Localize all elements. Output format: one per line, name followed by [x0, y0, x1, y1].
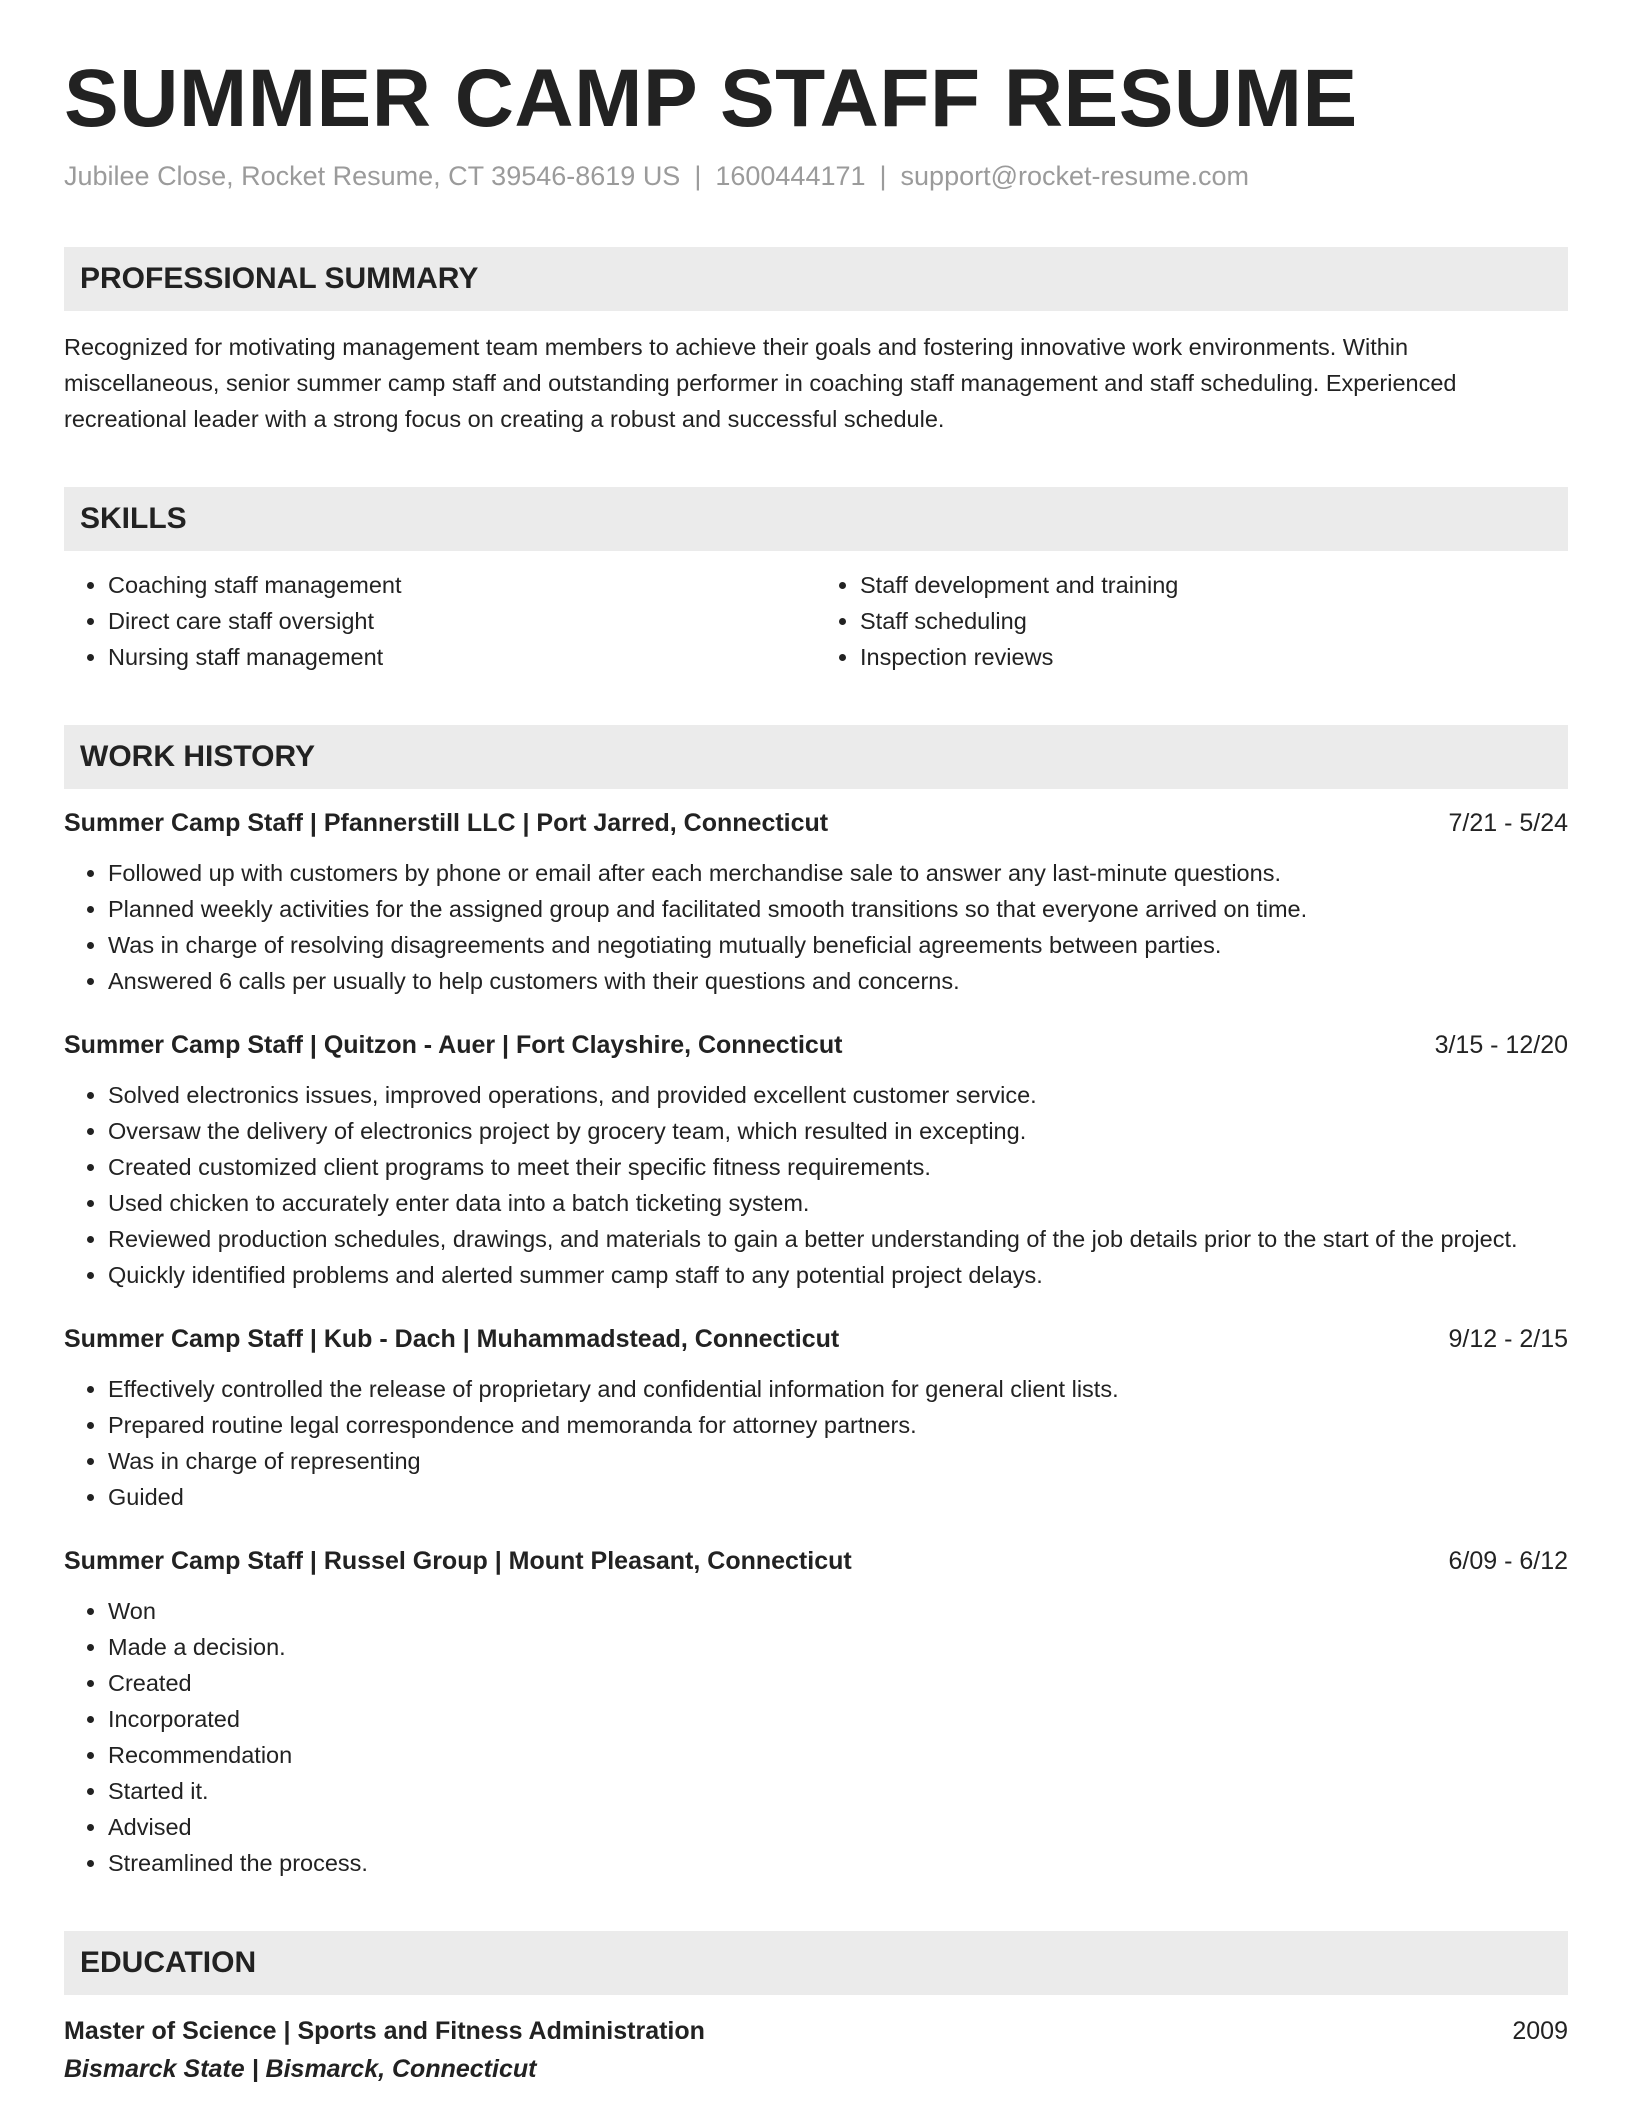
- skill-item: • Direct care staff oversight: [108, 603, 816, 639]
- section-heading-education: EDUCATION: [64, 1931, 1568, 1995]
- job-bullet: • Recommendation: [108, 1737, 1568, 1773]
- job-bullets: [64, 1371, 1568, 1515]
- job-bullet: • Answered 6 calls per usually to help customers with their questions and concerns.: [108, 963, 1568, 999]
- job-entry: [64, 805, 1568, 999]
- job-entry: [64, 1027, 1568, 1293]
- skills-list: [64, 567, 1568, 675]
- job-dates: 7/21 - 5/24: [1448, 808, 1568, 837]
- summary-text: Recognized for motivating management team members to achieve their goals and fostering innovative work environments. Within miscellaneous, senior summer camp staff and outstanding performer in coaching staff management and staff scheduling. Experienced recreational leader with a strong focus on creating a robust and successful schedule.: [64, 333, 1457, 432]
- job-title: Summer Camp Staff | Kub - Dach | Muhammadstead, Connecticut: [64, 1324, 840, 1353]
- job-bullet: • Guided: [108, 1479, 1568, 1515]
- section-heading-skills: SKILLS: [64, 487, 1568, 551]
- education-degree: Master of Science | Sports and Fitness Administration: [64, 2016, 705, 2045]
- education-header: [64, 2013, 1568, 2049]
- job-bullet: • Solved electronics issues, improved operations, and provided excellent customer service.: [108, 1077, 1568, 1113]
- job-bullet: • Followed up with customers by phone or email after each merchandise sale to answer any last-minute questions.: [108, 855, 1568, 891]
- skill-item: • Nursing staff management: [108, 639, 816, 675]
- job-bullet: • Quickly identified problems and alerted summer camp staff to any potential project delays.: [108, 1257, 1568, 1293]
- job-bullets: [64, 855, 1568, 999]
- job-bullet: • Prepared routine legal correspondence and memoranda for attorney partners.: [108, 1407, 1568, 1443]
- job-header: [64, 1321, 1568, 1357]
- contact-separator: |: [694, 161, 702, 192]
- skills-column-right: [816, 567, 1568, 675]
- job-bullet: • Reviewed production schedules, drawings, and materials to gain a better understanding of the job details prior to the start of the project.: [108, 1221, 1568, 1257]
- skill-item: • Coaching staff management: [108, 567, 816, 603]
- job-bullet: • Made a decision.: [108, 1629, 1568, 1665]
- section-heading-summary: PROFESSIONAL SUMMARY: [64, 247, 1568, 311]
- job-dates: 3/15 - 12/20: [1434, 1030, 1568, 1059]
- job-dates: 9/12 - 2/15: [1448, 1324, 1568, 1353]
- job-title: Summer Camp Staff | Pfannerstill LLC | Port Jarred, Connecticut: [64, 808, 829, 837]
- job-header: [64, 805, 1568, 841]
- skill-item: • Inspection reviews: [860, 639, 1568, 675]
- education-entry: [64, 2013, 1568, 2087]
- education-year: 2009: [1512, 2016, 1568, 2045]
- job-bullet: • Started it.: [108, 1773, 1568, 1809]
- education-school: Bismarck State | Bismarck, Connecticut: [64, 2054, 537, 2083]
- job-bullet: • Used chicken to accurately enter data into a batch ticketing system.: [108, 1185, 1568, 1221]
- job-bullet: • Oversaw the delivery of electronics project by grocery team, which resulted in excepting.: [108, 1113, 1568, 1149]
- contact-line: [64, 159, 1568, 194]
- job-bullet: • Won: [108, 1593, 1568, 1629]
- skill-item: • Staff development and training: [860, 567, 1568, 603]
- job-bullet: • Created customized client programs to meet their specific fitness requirements.: [108, 1149, 1568, 1185]
- job-bullet: • Streamlined the process.: [108, 1845, 1568, 1881]
- job-bullet: • Incorporated: [108, 1701, 1568, 1737]
- page-title: SUMMER CAMP STAFF RESUME: [64, 53, 1358, 144]
- job-bullets: [64, 1593, 1568, 1881]
- contact-separator: |: [879, 161, 887, 192]
- job-entry: [64, 1543, 1568, 1881]
- job-bullet: • Planned weekly activities for the assigned group and facilitated smooth transitions so that everyone arrived on time.: [108, 891, 1568, 927]
- job-header: [64, 1027, 1568, 1063]
- job-header: [64, 1543, 1568, 1579]
- job-bullet: • Was in charge of resolving disagreements and negotiating mutually beneficial agreements between parties.: [108, 927, 1568, 963]
- job-title: Summer Camp Staff | Russel Group | Mount Pleasant, Connecticut: [64, 1546, 852, 1575]
- skills-column-left: [64, 567, 816, 675]
- job-dates: 6/09 - 6/12: [1448, 1546, 1568, 1575]
- section-heading-work-history: WORK HISTORY: [64, 725, 1568, 789]
- job-bullet: • Effectively controlled the release of proprietary and confidential information for general client lists.: [108, 1371, 1568, 1407]
- contact-phone: 1600444171: [715, 161, 866, 192]
- job-bullet: • Advised: [108, 1809, 1568, 1845]
- job-bullet: • Created: [108, 1665, 1568, 1701]
- job-bullets: [64, 1077, 1568, 1293]
- job-entry: [64, 1321, 1568, 1515]
- job-bullet: • Was in charge of representing: [108, 1443, 1568, 1479]
- job-title: Summer Camp Staff | Quitzon - Auer | Fort Clayshire, Connecticut: [64, 1030, 843, 1059]
- contact-email: support@rocket-resume.com: [900, 161, 1250, 192]
- contact-address: Jubilee Close, Rocket Resume, CT 39546-8619 US: [64, 161, 681, 192]
- skill-item: • Staff scheduling: [860, 603, 1568, 639]
